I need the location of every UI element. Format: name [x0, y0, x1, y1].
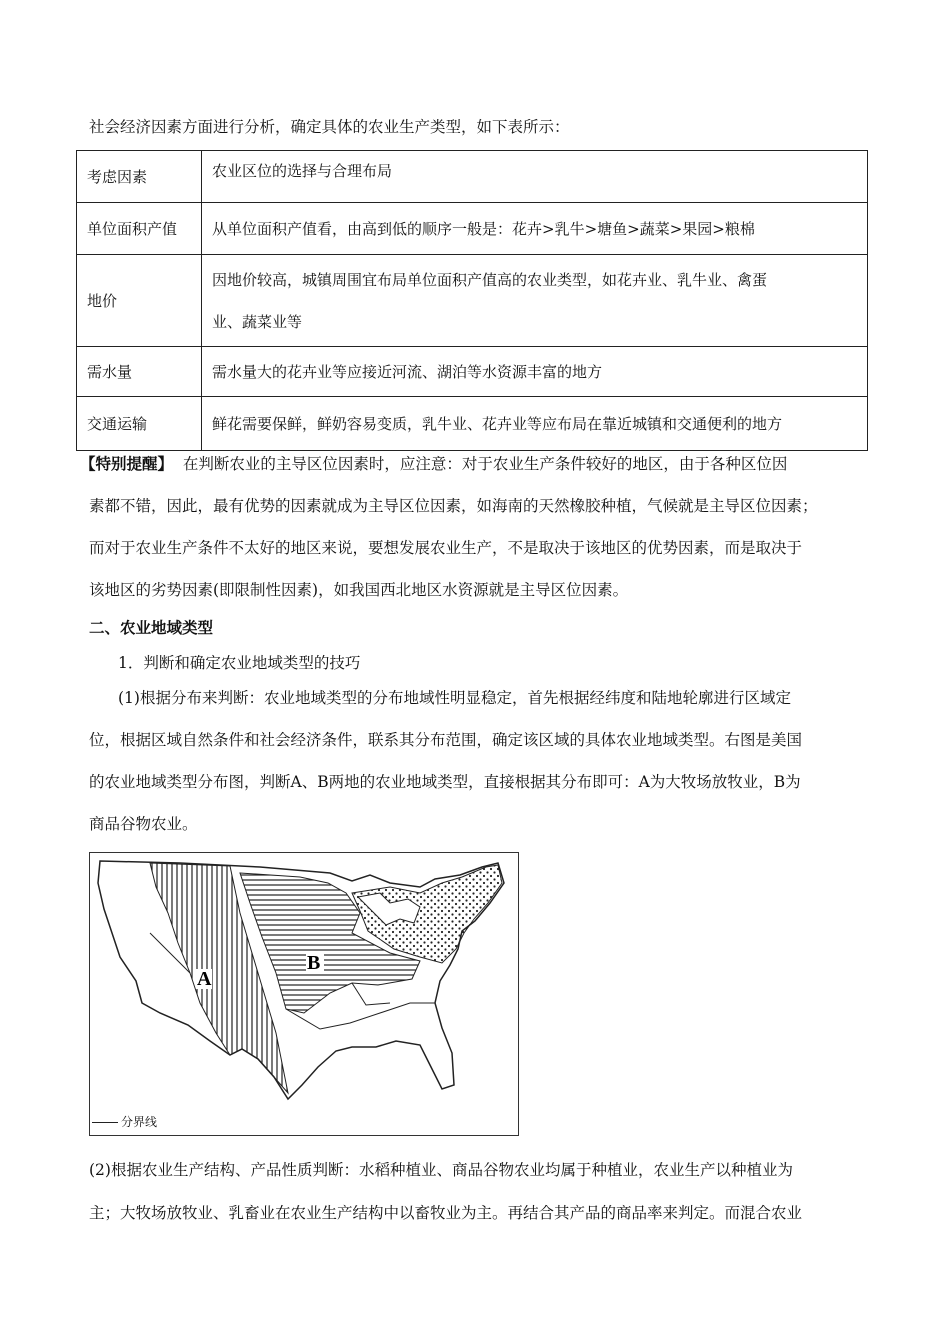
intro-line: 社会经济因素方面进行分析，确定具体的农业生产类型，如下表所示：: [89, 118, 570, 136]
map-label-b: B: [307, 952, 321, 974]
usa-agriculture-map: [89, 852, 519, 1136]
table-cell-factor: 需水量: [77, 347, 202, 397]
reminder-line-3: 而对于农业生产条件不太好的地区来说，要想发展农业生产，不是取决于该地区的优势因素，而是取决于: [89, 539, 803, 557]
table-cell-factor: 单位面积产值: [77, 203, 202, 255]
table-cell-line: 业、蔬菜业等: [212, 312, 303, 331]
reminder-label: 【特别提醒】: [80, 454, 174, 473]
para1-line-3: 的农业地域类型分布图，判断A、B两地的农业地域类型，直接根据其分布即可：A为大牧场放牧业，B为: [89, 773, 801, 791]
legend-label: 分界线: [121, 1115, 158, 1129]
table-cell-line: 因地价较高，城镇周围宜布局单位面积产值高的农业类型，如花卉业、乳牛业、禽蛋: [212, 270, 768, 289]
table-row: [77, 255, 868, 347]
table-cell-factor: 交通运输: [77, 397, 202, 451]
subheading: 1．判断和确定农业地域类型的技巧: [118, 654, 361, 672]
table-row: [77, 347, 868, 397]
reminder-line-1: [80, 454, 787, 474]
boundary-line-icon: [92, 1122, 118, 1123]
para2-line-2: 主；大牧场放牧业、乳畜业在农业生产结构中以畜牧业为主。再结合其产品的商品率来判定。而混合农业: [89, 1204, 803, 1222]
table-cell-factor: 地价: [77, 255, 202, 347]
reminder-text: 在判断农业的主导区位因素时，应注意：对于农业生产条件较好的地区，由于各种区位因: [182, 455, 788, 473]
section-heading: 二、农业地域类型: [89, 619, 214, 637]
table-row: [77, 203, 868, 255]
table-header-row: [77, 151, 868, 203]
reminder-line-2: 素都不错，因此，最有优势的因素就成为主导区位因素，如海南的天然橡胶种植，气候就是主导区位因素；: [89, 497, 818, 515]
table-row: [77, 397, 868, 451]
table-cell-content: 需水量大的花卉业等应接近河流、湖泊等水资源丰富的地方: [202, 347, 868, 397]
table-cell-content: 从单位面积产值看，由高到低的顺序一般是：花卉>乳牛>塘鱼>蔬菜>果园>粮棉: [202, 203, 868, 255]
map-legend: [92, 1113, 157, 1130]
para1-line-1: (1)根据分布来判断：农业地域类型的分布地域性明显稳定，首先根据经纬度和陆地轮廓进行区域定: [118, 689, 791, 707]
table-cell-content: 农业区位的选择与合理布局: [202, 151, 868, 203]
factor-table: [76, 150, 868, 451]
table-cell-factor: 考虑因素: [77, 151, 202, 203]
para2-line-1: (2)根据农业生产结构、产品性质判断：水稻种植业、商品谷物农业均属于种植业，农业生产以种植业为: [89, 1161, 793, 1179]
reminder-line-4: 该地区的劣势因素(即限制性因素)，如我国西北地区水资源就是主导区位因素。: [89, 581, 629, 599]
para1-line-4: 商品谷物农业。: [89, 815, 198, 833]
table-cell-content: 鲜花需要保鲜，鲜奶容易变质，乳牛业、花卉业等应布局在靠近城镇和交通便利的地方: [202, 397, 868, 451]
usa-map-graphic: [90, 853, 517, 1134]
map-label-a: A: [197, 968, 212, 990]
para1-line-2: 位，根据区域自然条件和社会经济条件，联系其分布范围，确定该区域的具体农业地域类型。右图是美国: [89, 731, 803, 749]
table-cell-content: [202, 255, 868, 347]
